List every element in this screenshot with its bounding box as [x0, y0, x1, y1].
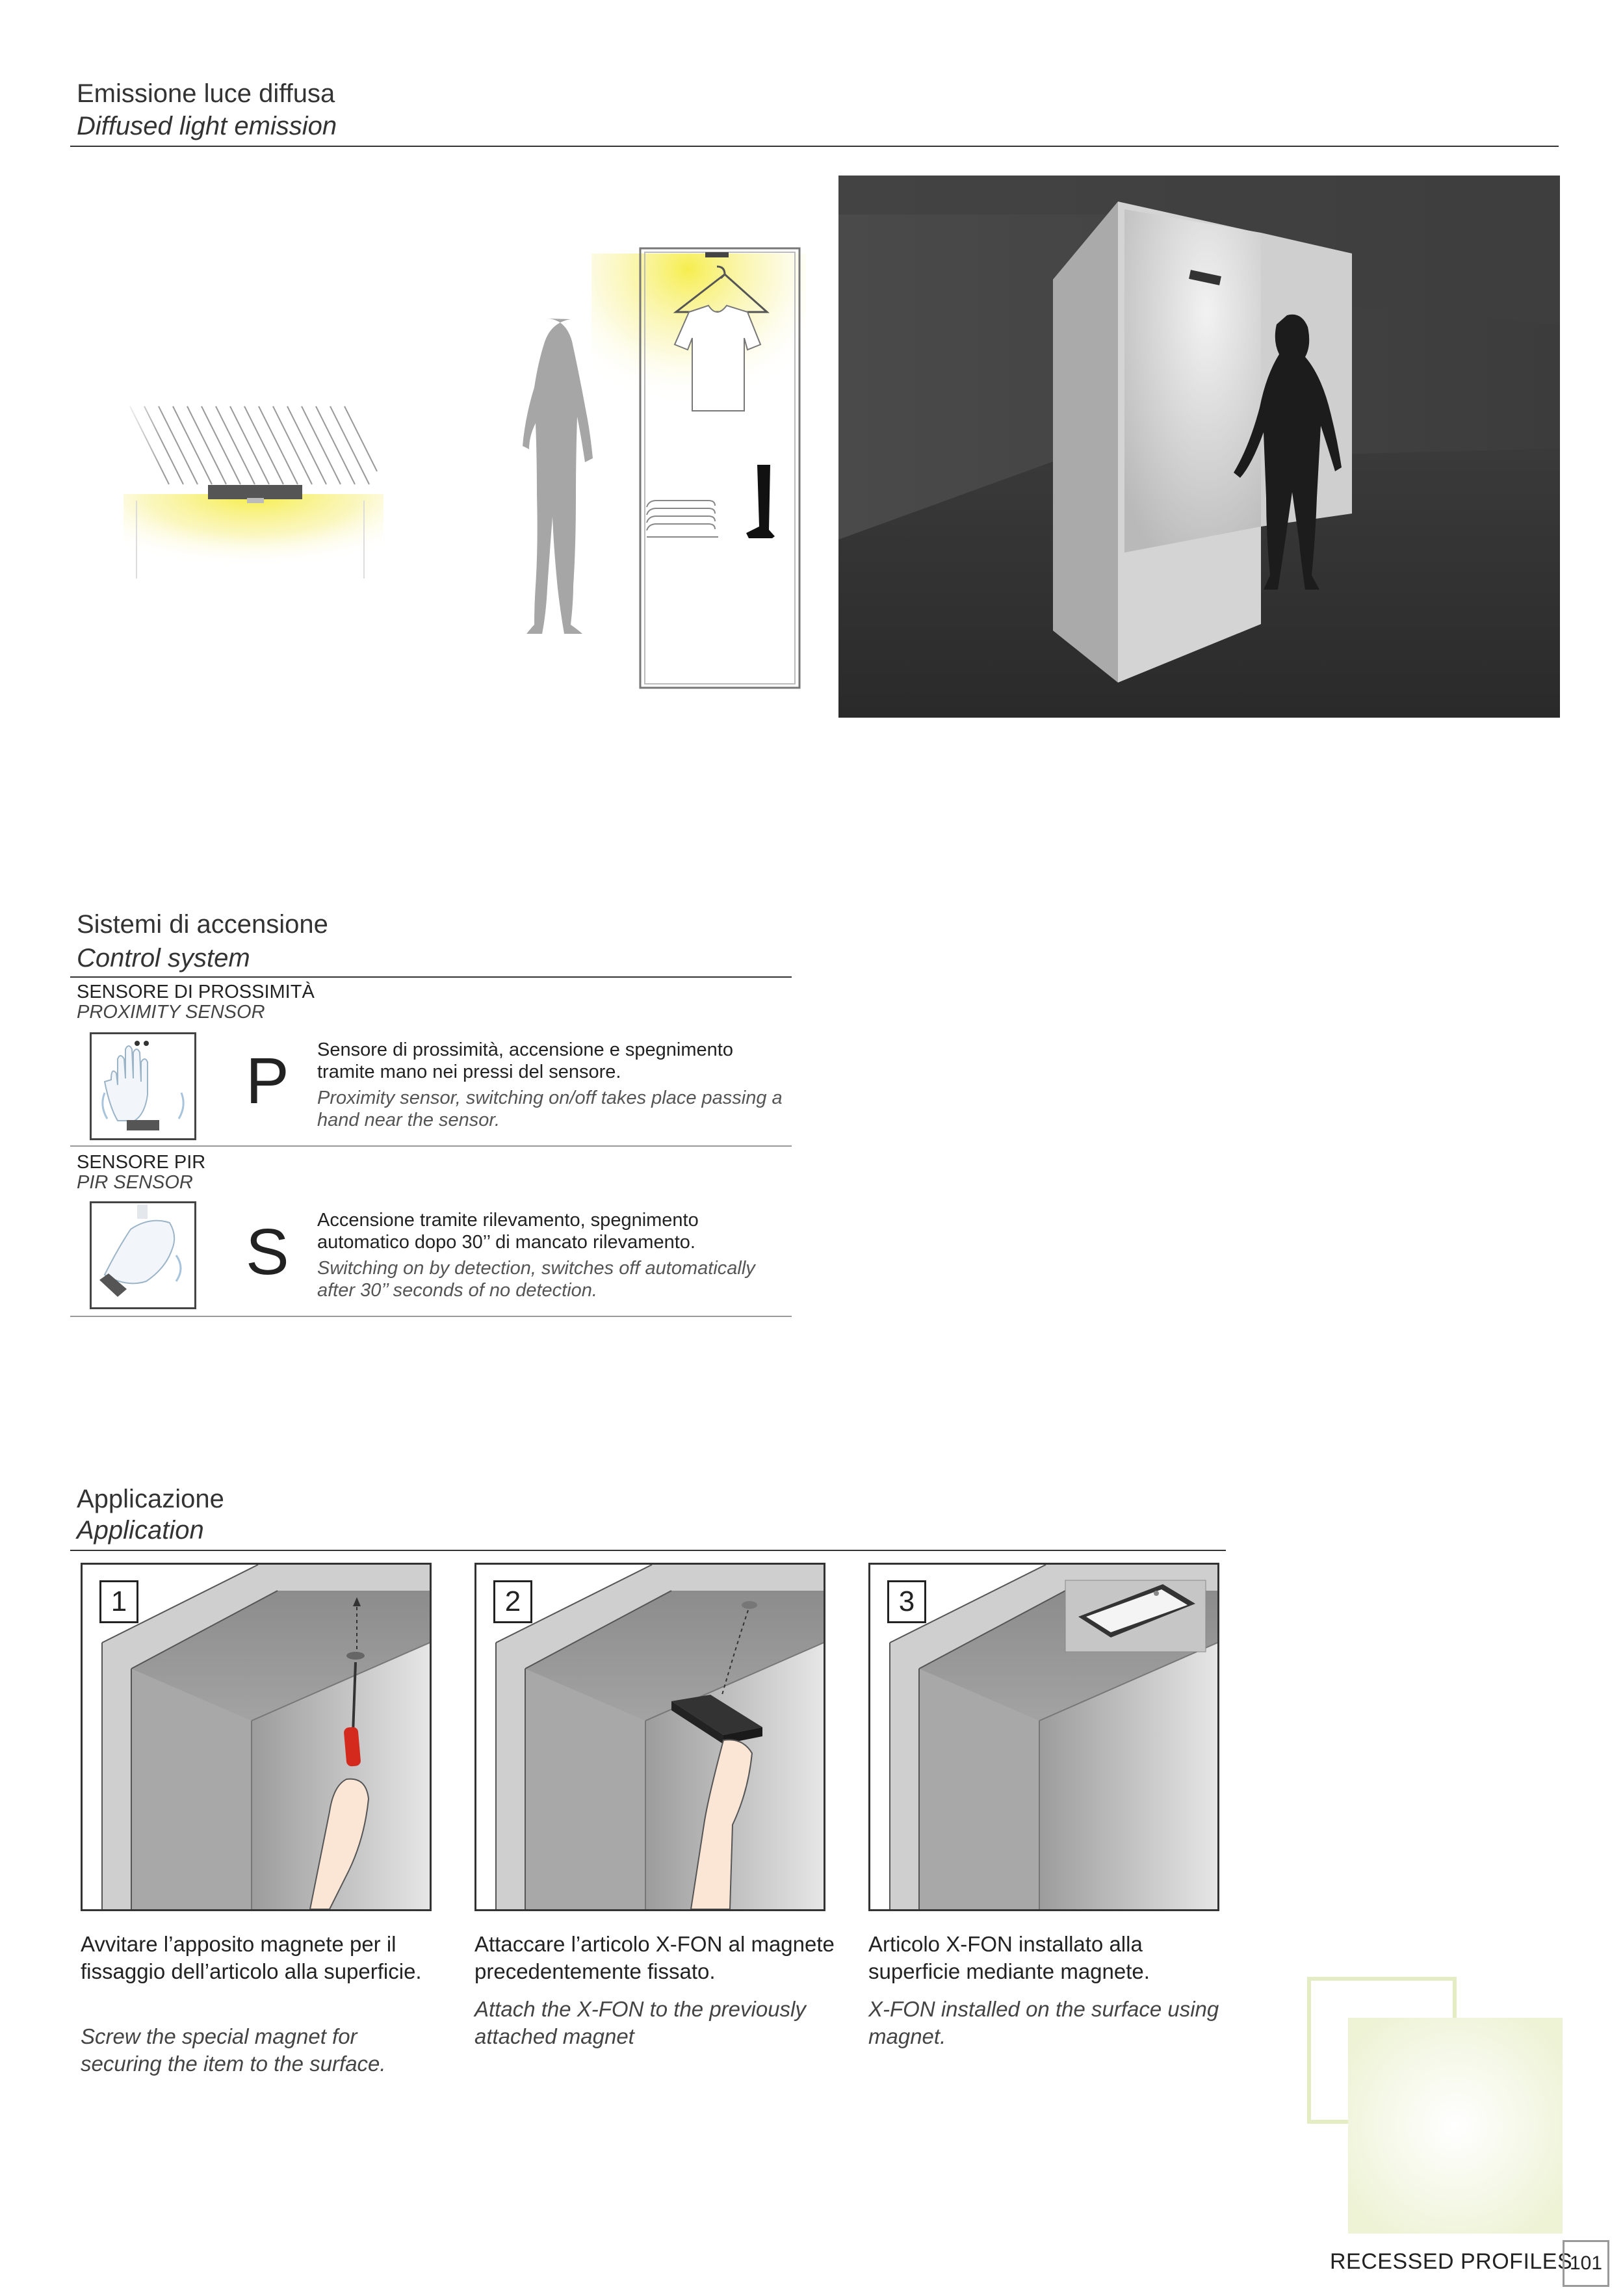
sensor-proximity-label-en: PROXIMITY SENSOR: [77, 1002, 265, 1023]
led-profile: [208, 485, 302, 499]
step-1-caption: Avvitare l’apposito magnete per il fissaggio dell’articolo alla superficie.: [81, 1932, 422, 1983]
step-1-number: 1: [99, 1580, 138, 1623]
decorative-light-frames: [1306, 1976, 1566, 2236]
page-number: 101: [1563, 2240, 1609, 2287]
application-rule: [70, 1550, 1226, 1551]
step-3-caption-en: X-FON installed on the surface using magnet.: [868, 1997, 1219, 2048]
proximity-sensor-icon: [90, 1032, 196, 1140]
sensor-pir-label-en: PIR SENSOR: [77, 1172, 193, 1193]
footer-category: RECESSED PROFILES: [1330, 2249, 1573, 2274]
sensor-bottom-rule: [70, 1316, 792, 1317]
emission-title: Emissione luce diffusa: [77, 79, 335, 108]
emission-subtitle: Diffused light emission: [77, 112, 337, 140]
sensor-divider: [70, 1145, 792, 1147]
sensor-proximity-desc-en: Proximity sensor, switching on/off takes place passing a hand near the sensor.: [317, 1088, 783, 1130]
step-1-illustration: [81, 1563, 432, 1911]
folded-clothes-icon: [647, 501, 718, 537]
wardrobe-diagram: [481, 241, 819, 696]
step-3-caption: Articolo X-FON installato alla superficie mediante magnete.: [868, 1932, 1150, 1983]
sensor-pir-desc-en: Switching on by detection, switches off automatically after 30’’ seconds of no detection.: [317, 1258, 755, 1301]
step-2-caption: Attaccare l’articolo X-FON al magnete precedentemente fissato.: [474, 1932, 835, 1983]
step-3-illustration: [868, 1563, 1219, 1911]
step-2-illustration: [474, 1563, 825, 1911]
boot-icon: [746, 465, 775, 538]
control-rule: [70, 976, 792, 978]
sensor-pir-label: SENSORE PIR: [77, 1152, 206, 1173]
ceiling-hatching: [130, 406, 377, 484]
step-1-caption-en: Screw the special magnet for securing the item to the surface.: [81, 2024, 386, 2076]
step-2-caption-en: Attach the X-FON to the previously attached magnet: [474, 1997, 806, 2048]
sensor-proximity-letter: P: [246, 1045, 289, 1117]
control-title: Sistemi di accensione: [77, 910, 328, 939]
application-title: Applicazione: [77, 1485, 224, 1513]
application-subtitle: Application: [77, 1516, 204, 1545]
emission-rule: [70, 146, 1559, 147]
step-2-number: 2: [493, 1580, 532, 1623]
pir-sensor-icon: [90, 1201, 196, 1309]
profile-diagram: [123, 397, 383, 592]
sensor-proximity-desc: Sensore di prossimità, accensione e spegnimento tramite mano nei pressi del sensore.: [317, 1039, 733, 1082]
person-silhouette: [523, 319, 593, 634]
sensor-pir-letter: S: [246, 1216, 289, 1288]
sensor-pir-desc: Accensione tramite rilevamento, spegnimento automatico dopo 30’’ di mancato rilevamento.: [317, 1210, 699, 1253]
wardrobe-render: [838, 176, 1560, 718]
sensor-proximity-label: SENSORE DI PROSSIMITÀ: [77, 982, 315, 1002]
step-3-number: 3: [887, 1580, 926, 1623]
control-subtitle: Control system: [77, 944, 250, 972]
